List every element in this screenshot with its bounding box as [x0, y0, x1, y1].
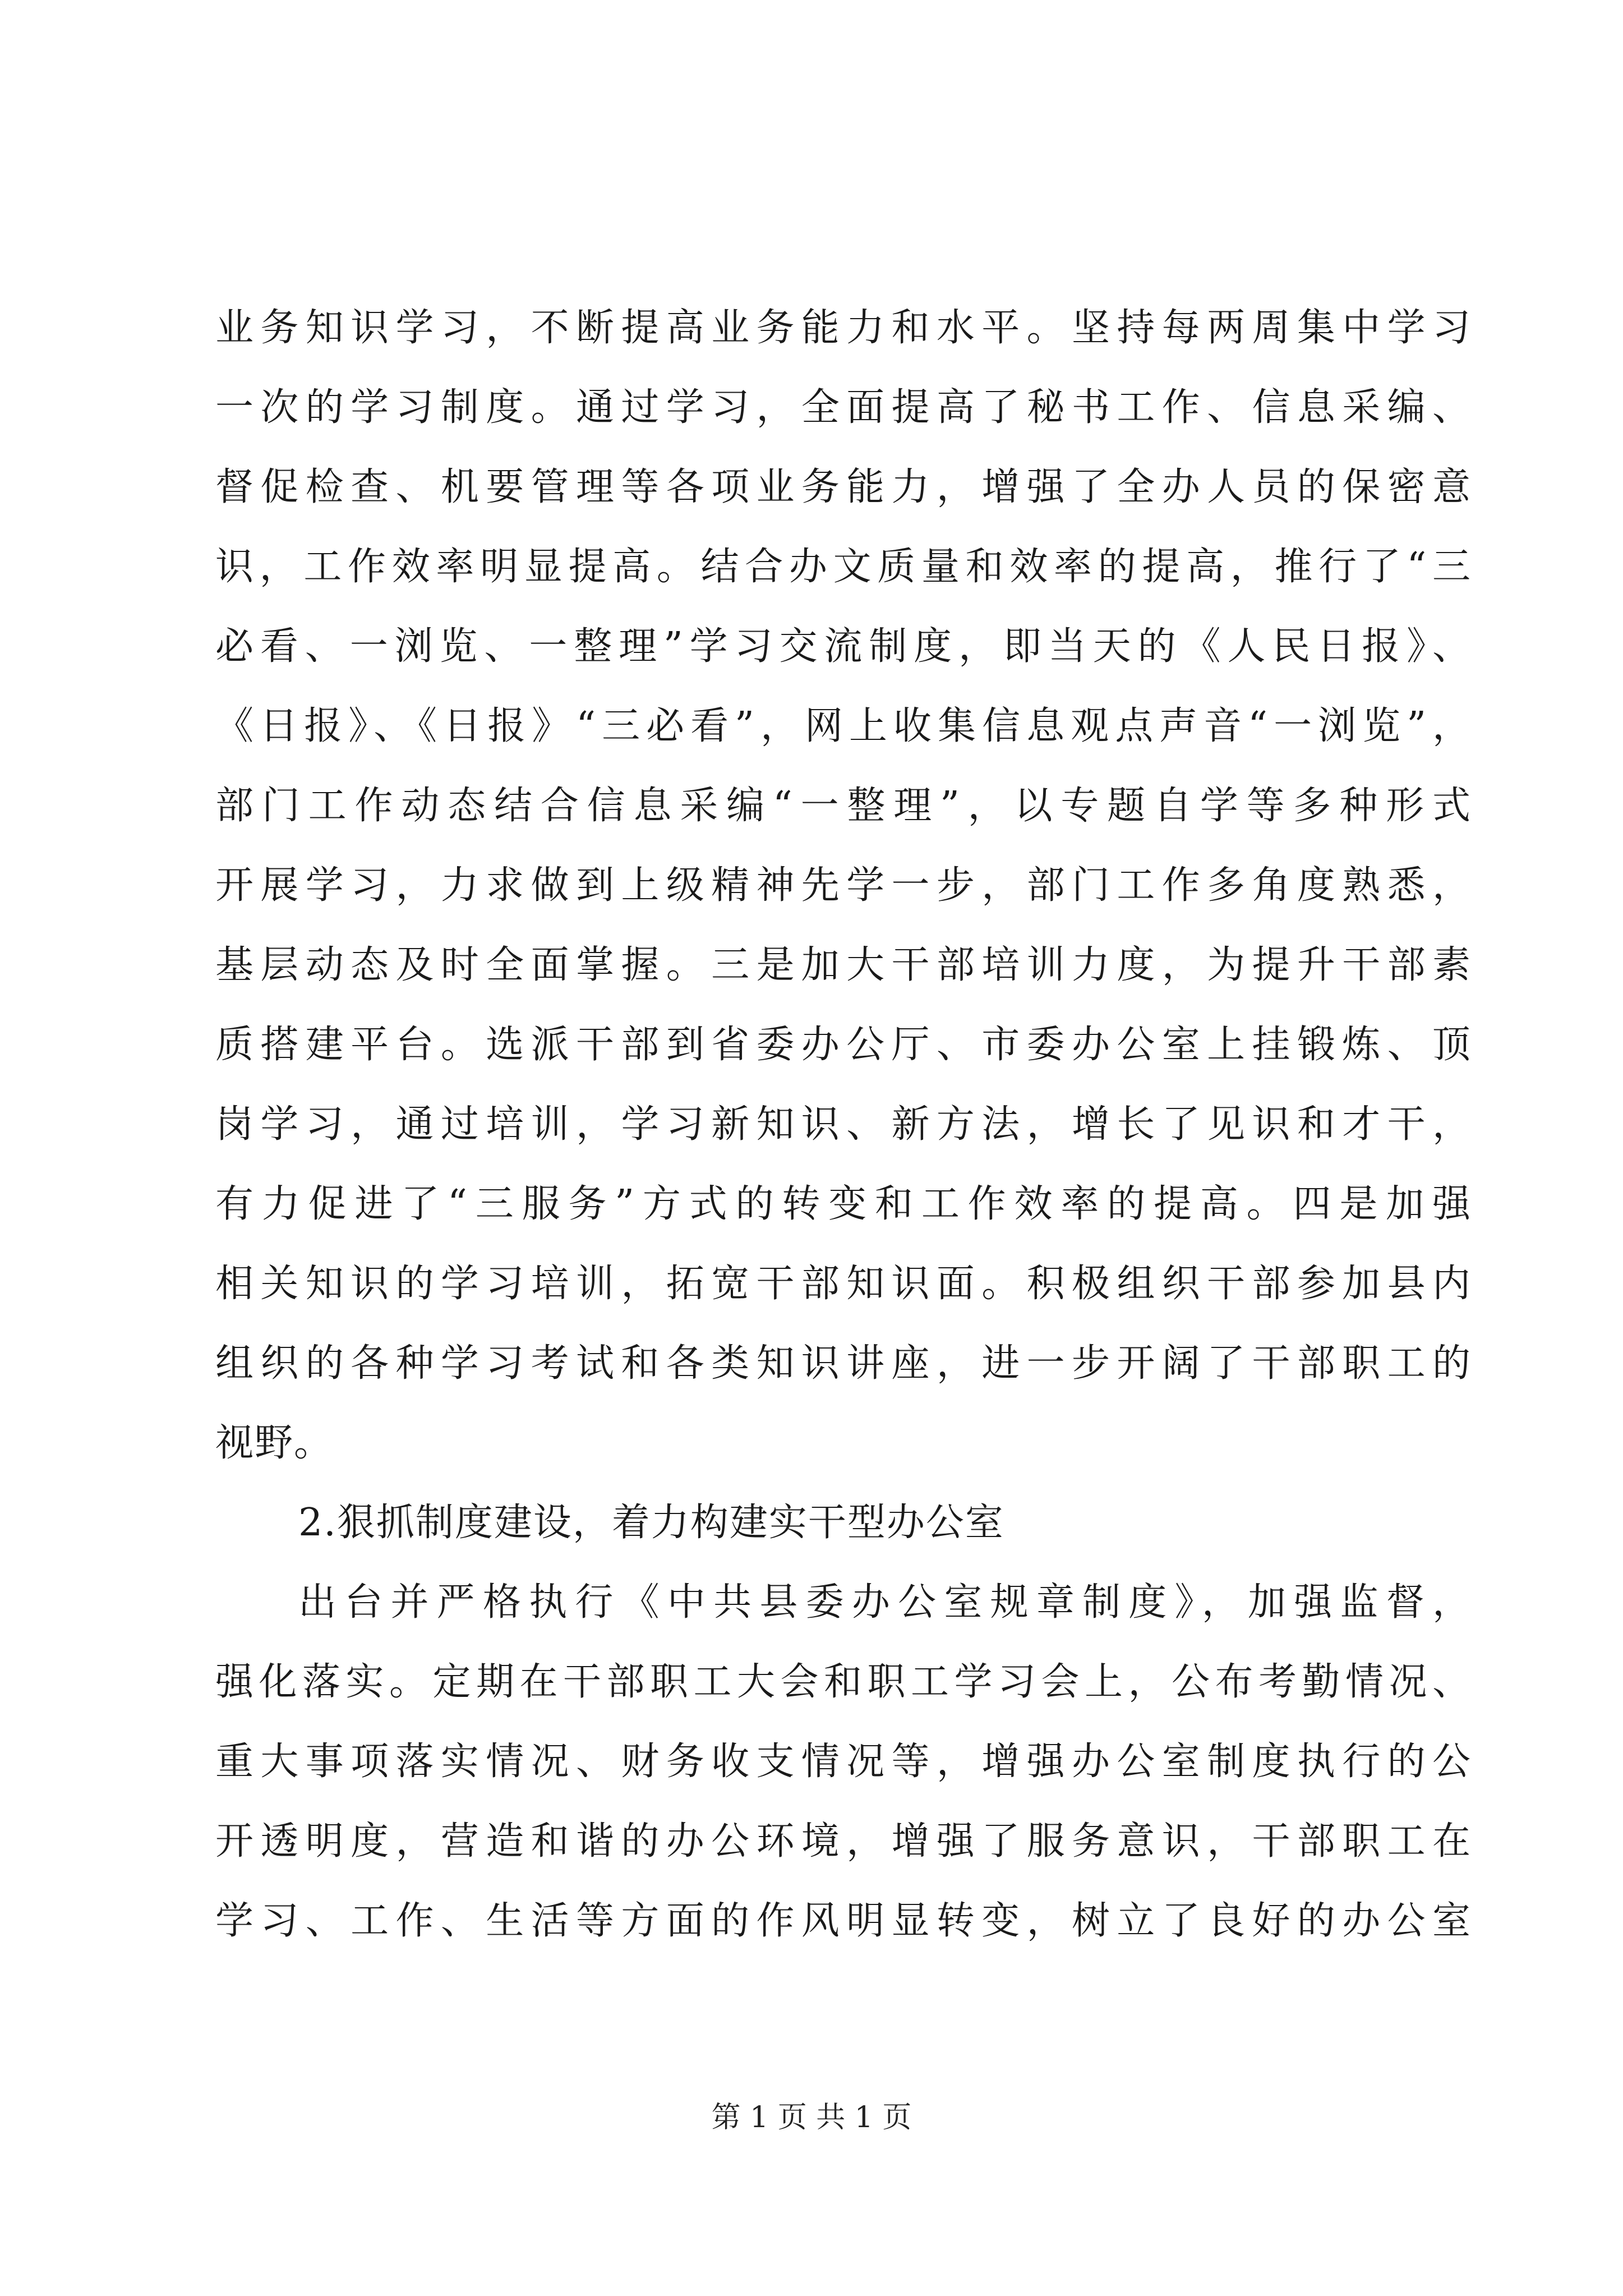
- paragraph-line: 《日报》、《日报》“三必看”，网上收集信息观点声音“一浏览”，: [215, 704, 1472, 748]
- paragraph-line: 相关知识的学习培训，拓宽干部知识面。积极组织干部参加县内: [215, 1262, 1472, 1306]
- paragraph-line: 组织的各种学习考试和各类知识讲座，进一步开阔了干部职工的: [215, 1341, 1472, 1386]
- page-number-footer: 第 1 页 共 1 页: [711, 2101, 912, 2134]
- paragraph-line: 业务知识学习，不断提高业务能力和水平。坚持每两周集中学习: [215, 306, 1472, 350]
- paragraph-line: 开展学习，力求做到上级精神先学一步，部门工作多角度熟悉，: [215, 863, 1472, 908]
- paragraph-line: 视野。: [215, 1421, 334, 1465]
- paragraph-line: 学习、工作、生活等方面的作风明显转变，树立了良好的办公室: [215, 1899, 1472, 1943]
- section-heading: 2.狠抓制度建设，着力构建实干型办公室: [298, 1501, 1004, 1545]
- paragraph-line: 一次的学习制度。通过学习，全面提高了秘书工作、信息采编、: [215, 385, 1472, 430]
- paragraph-line: 基层动态及时全面掌握。三是加大干部培训力度，为提升干部素: [215, 943, 1472, 987]
- paragraph-line: 质搭建平台。选派干部到省委办公厅、市委办公室上挂锻炼、顶: [215, 1023, 1472, 1067]
- paragraph-line: 识，工作效率明显提高。结合办文质量和效率的提高，推行了“三: [215, 545, 1472, 589]
- paragraph-line: 必看、一浏览、一整理”学习交流制度，即当天的《人民日报》、: [215, 624, 1472, 669]
- paragraph-line: 岗学习，通过培训，学习新知识、新方法，增长了见识和才干，: [215, 1102, 1472, 1147]
- paragraph-line: 督促检查、机要管理等各项业务能力，增强了全办人员的保密意: [215, 465, 1472, 509]
- paragraph-line: 出台并严格执行《中共县委办公室规章制度》，加强监督，: [298, 1580, 1472, 1625]
- paragraph-line: 有力促进了“三服务”方式的转变和工作效率的提高。四是加强: [215, 1182, 1472, 1226]
- paragraph-line: 强化落实。定期在干部职工大会和职工学习会上，公布考勤情况、: [215, 1660, 1472, 1704]
- paragraph-line: 开透明度，营造和谐的办公环境，增强了服务意识，干部职工在: [215, 1819, 1472, 1864]
- paragraph-line: 重大事项落实情况、财务收支情况等，增强办公室制度执行的公: [215, 1740, 1472, 1784]
- paragraph-line: 部门工作动态结合信息采编“一整理”，以专题自学等多种形式: [215, 784, 1472, 828]
